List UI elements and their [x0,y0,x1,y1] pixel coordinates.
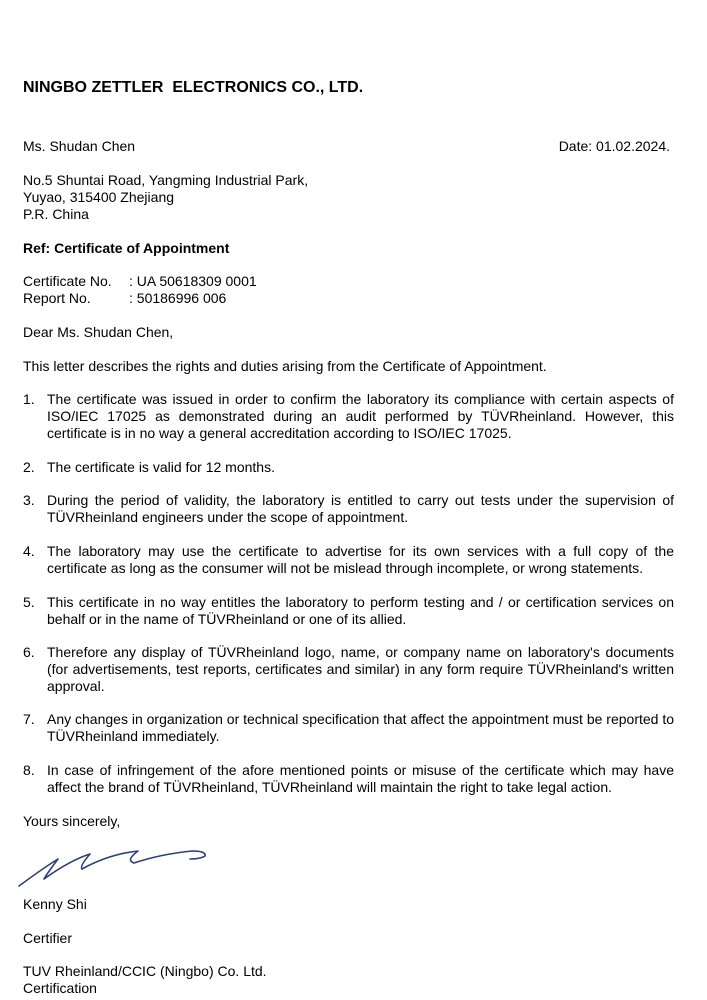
address-line-2: Yuyao, 315400 Zhejiang [23,189,175,205]
department-name: Certification [23,980,97,996]
company-name: NINGBO ZETTLER ELECTRONICS CO., LTD. [23,79,364,96]
list-item [23,543,674,577]
report-number-label: Report No. [23,290,91,306]
signer-title: Certifier [23,930,73,946]
letter-date: Date: 01.02.2024. [558,138,670,154]
list-item [23,594,674,628]
item-number: 5. [23,594,35,610]
list-item [23,711,674,745]
address-line-3: P.R. China [23,206,89,222]
item-number: 3. [23,492,35,508]
item-text: This certificate in no way entitles the laboratory to perform testing and / or certification services on behalf or in the name of TÜVRheinland or one of its allied. [47,594,674,627]
item-number: 4. [23,543,35,559]
salutation: Dear Ms. Shudan Chen, [23,324,174,340]
list-item [23,762,674,796]
item-text: The certificate was issued in order to confirm the laboratory its compliance with certain aspects of ISO/IEC 17025 as demonstrated during an audit performed by TÜVRheinland. However, this certificate is in no way a general accreditation according to ISO/IEC 17025. [47,391,674,441]
list-item [23,644,674,695]
signer-name: Kenny Shi [23,896,87,912]
recipient-name: Ms. Shudan Chen [23,138,136,154]
address-line-1: No.5 Shuntai Road, Yangming Industrial Park, [23,172,309,188]
certificate-number-label: Certificate No. [23,273,112,289]
organization-name: TUV Rheinland/CCIC (Ningbo) Co. Ltd. [23,963,267,979]
item-number: 8. [23,762,35,778]
item-number: 1. [23,391,35,407]
certificate-number-row [23,273,257,289]
item-text: Any changes in organization or technical specification that affect the appointment must be reported to TÜVRheinland immediately. [47,711,675,744]
intro-paragraph: This letter describes the rights and duties arising from the Certificate of Appointment. [23,358,547,374]
item-text: Therefore any display of TÜVRheinland logo, name, or company name on laboratory's documents (for advertisements, test reports, certificates and similar) in any form require TÜVRheinland's written approval. [47,644,674,694]
reference-line: Ref: Certificate of Appointment [23,240,230,256]
item-text: The certificate is valid for 12 months. [47,459,275,475]
certificate-number-value: : UA 50618309 0001 [129,273,257,289]
closing: Yours sincerely, [23,813,121,829]
report-number-value: : 50186996 006 [129,290,227,306]
report-number-row [23,290,226,306]
list-item [23,391,674,442]
item-text: During the period of validity, the laboratory is entitled to carry out tests under the supervision of TÜVRheinland engineers under the scope of appointment. [47,492,674,525]
list-item [23,459,674,476]
item-text: In case of infringement of the afore mentioned points or misuse of the certificate which may have affect the brand of TÜVRheinland, TÜVRheinland will maintain the right to take legal action. [47,762,674,795]
item-text: The laboratory may use the certificate to advertise for its own services with a full copy of the certificate as long as the consumer will not be mislead through incomplete, or wrong statements. [47,543,674,576]
list-item [23,492,674,526]
signature-image [16,845,216,891]
item-number: 7. [23,711,35,727]
item-number: 2. [23,459,35,475]
item-number: 6. [23,644,35,660]
